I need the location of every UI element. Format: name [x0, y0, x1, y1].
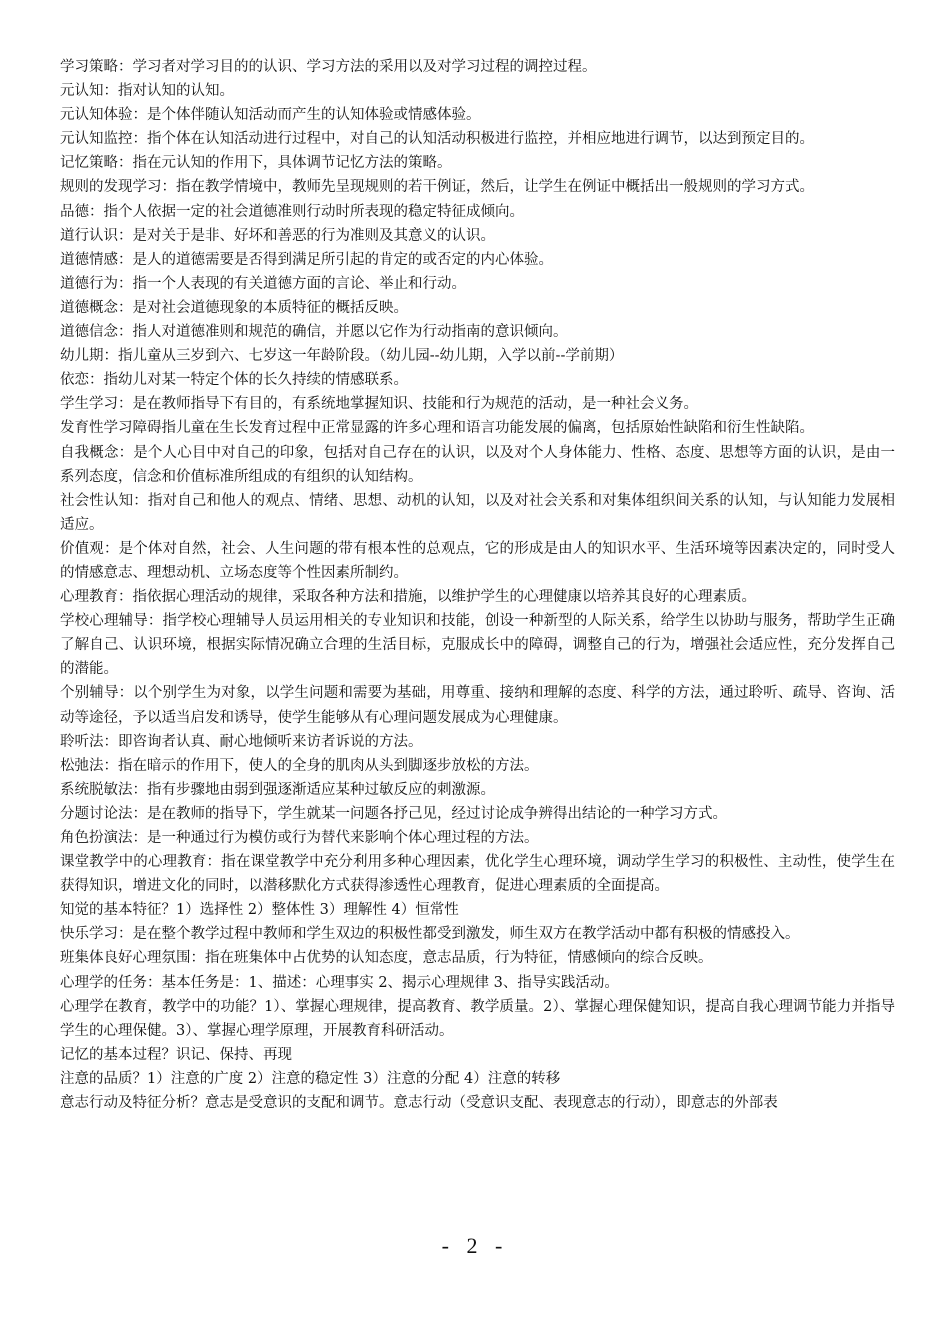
paragraph-psychological-education: 心理教育：指依据心理活动的规律，采取各种方法和措施，以维护学生的心理健康以培养其良好的心理素质。: [60, 589, 756, 606]
paragraph-moral-belief: 道德信念：指人对道德准则和规范的确信，并愿以它作为行动指南的意识倾向。: [60, 324, 568, 341]
page-number: - 2 -: [441, 1233, 509, 1258]
paragraph-values: 价值观：是个体对自然，社会、人生问题的带有根本性的总观点，它的形成是由人的知识水平、生活环境等因素决定的，同时受人的情感意志、理想动机、立场态度等个性因素所制约。: [60, 540, 895, 581]
paragraph-memory-process: 记忆的基本过程？识记、保持、再现: [60, 1046, 292, 1063]
paragraph-metacognition: 元认知：指对认知的认知。: [60, 83, 234, 100]
paragraph-relaxation-method: 松弛法：指在暗示的作用下，使人的全身的肌肉从头到脚逐步放松的方法。: [60, 757, 539, 774]
paragraph-moral-emotion: 道德情感：是人的道德需要是否得到满足所引起的肯定的或否定的内心体验。: [60, 251, 553, 268]
paragraph-self-concept: 自我概念：是个人心目中对自己的印象，包括对自己存在的认识，以及对个人身体能力、性格、态度、思想等方面的认识，是由一系列态度，信念和价值标准所组成的有组织的认知结构。: [60, 444, 895, 485]
paragraph-volitional-action: 意志行动及特征分析？意志是受意识的支配和调节。意志行动（受意识支配、表现意志的行动），即意志的外部表: [60, 1095, 778, 1112]
paragraph-moral-behavior: 道德行为：指一个人表现的有关道德方面的言论、举止和行动。: [60, 275, 466, 292]
paragraph-moral-cognition: 道行认识：是对关于是非、好坏和善恶的行为准则及其意义的认识。: [60, 227, 495, 244]
paragraph-school-counseling: 学校心理辅导：指学校心理辅导人员运用相关的专业知识和技能，创设一种新型的人际关系，给学生以协助与服务，帮助学生正确了解自己、认识环境，根据实际情况确立合理的生活目标，克服成长中的障碍，调整自己的行为，增强社会适应性，充分发挥自己的潜能。: [60, 613, 895, 678]
paragraph-rule-discovery-learning: 规则的发现学习：指在教学情境中，教师先呈现规则的若干例证，然后，让学生在例证中概括出一般规则的学习方式。: [60, 179, 814, 196]
paragraph-student-learning: 学生学习：是在教师指导下有目的，有系统地掌握知识、技能和行为规范的活动，是一种社会义务。: [60, 396, 698, 413]
paragraph-psychology-tasks: 心理学的任务：基本任务是：1、描述：心理事实 2、揭示心理规律 3、指导实践活动。: [60, 974, 619, 991]
paragraph-memory-strategy: 记忆策略：指在元认知的作用下，具体调节记忆方法的策略。: [60, 155, 452, 172]
paragraph-moral-concept: 道德概念：是对社会道德现象的本质特征的概括反映。: [60, 299, 408, 316]
paragraph-systematic-desensitization: 系统脱敏法：指有步骤地由弱到强逐渐适应某种过敏反应的刺激源。: [60, 781, 495, 798]
paragraph-classroom-psych-education: 课堂教学中的心理教育：指在课堂教学中充分利用多种心理因素，优化学生心理环境，调动学生学习的积极性、主动性，使学生在获得知识，增进文化的同时，以潜移默化方式获得渗透性心理教育，促进心理素质的全面提高。: [60, 854, 895, 895]
paragraph-attention-qualities: 注意的品质？1）注意的广度 2）注意的稳定性 3）注意的分配 4）注意的转移: [60, 1070, 561, 1087]
paragraph-learning-strategy: 学习策略：学习者对学习目的的认识、学习方法的采用以及对学习过程的调控过程。: [60, 59, 597, 75]
paragraph-class-atmosphere: 班集体良好心理氛围：指在班集体中占优势的认知态度，意志品质，行为特征，情感倾向的综合反映。: [60, 950, 713, 967]
paragraph-metacognitive-experience: 元认知体验：是个体伴随认知活动而产生的认知体验或情感体验。: [60, 107, 481, 124]
paragraph-perception-features: 知觉的基本特征？1）选择性 2）整体性 3）理解性 4）恒常性: [60, 902, 459, 919]
paragraph-attachment: 依恋：指幼儿对某一特定个体的长久持续的情感联系。: [60, 372, 408, 389]
paragraph-psychology-functions: 心理学在教育，教学中的功能？1）、掌握心理规律，提高教育、教学质量。2）、掌握心理保健知识，提高自我心理调节能力并指导学生的心理保健。3）、掌握心理学原理，开展教育科研活动。: [60, 998, 895, 1039]
paragraph-moral-character: 品德：指个人依据一定的社会道德准则行动时所表现的稳定特征成倾向。: [60, 203, 524, 220]
paragraph-role-play: 角色扮演法：是一种通过行为模仿或行为替代来影响个体心理过程的方法。: [60, 830, 539, 846]
paragraph-group-discussion: 分题讨论法：是在教师的指导下，学生就某一问题各抒己见，经过讨论成争辨得出结论的一种学习方式。: [60, 805, 727, 822]
paragraph-happy-learning: 快乐学习：是在整个教学过程中教师和学生双边的积极性都受到激发，师生双方在教学活动中都有积极的情感投入。: [60, 926, 800, 943]
paragraph-developmental-learning-disorder: 发育性学习障碍指儿童在生长发育过程中正常显露的许多心理和语言功能发展的偏离，包括原始性缺陷和衍生性缺陷。: [60, 420, 814, 437]
paragraph-metacognitive-monitoring: 元认知监控：指个体在认知活动进行过程中，对自己的认知活动积极进行监控，并相应地进行调节，以达到预定目的。: [60, 131, 814, 148]
paragraph-individual-counseling: 个别辅导：以个别学生为对象，以学生问题和需要为基础，用尊重、接纳和理解的态度、科学的方法，通过聆听、疏导、咨询、活动等途径，予以适当启发和诱导，使学生能够从有心理问题发展成为心理健康。: [60, 685, 895, 726]
paragraph-listening-method: 聆听法：即咨询者认真、耐心地倾听来访者诉说的方法。: [60, 733, 423, 750]
paragraph-early-childhood: 幼儿期：指儿童从三岁到六、七岁这一年龄阶段。（幼儿园--幼儿期，入学以前--学前期）: [60, 348, 624, 365]
paragraph-social-cognition: 社会性认知：指对自己和他人的观点、情绪、思想、动机的认知，以及对社会关系和对集体组织间关系的认知，与认知能力发展相适应。: [60, 492, 895, 533]
document-body: [60, 55, 895, 1115]
